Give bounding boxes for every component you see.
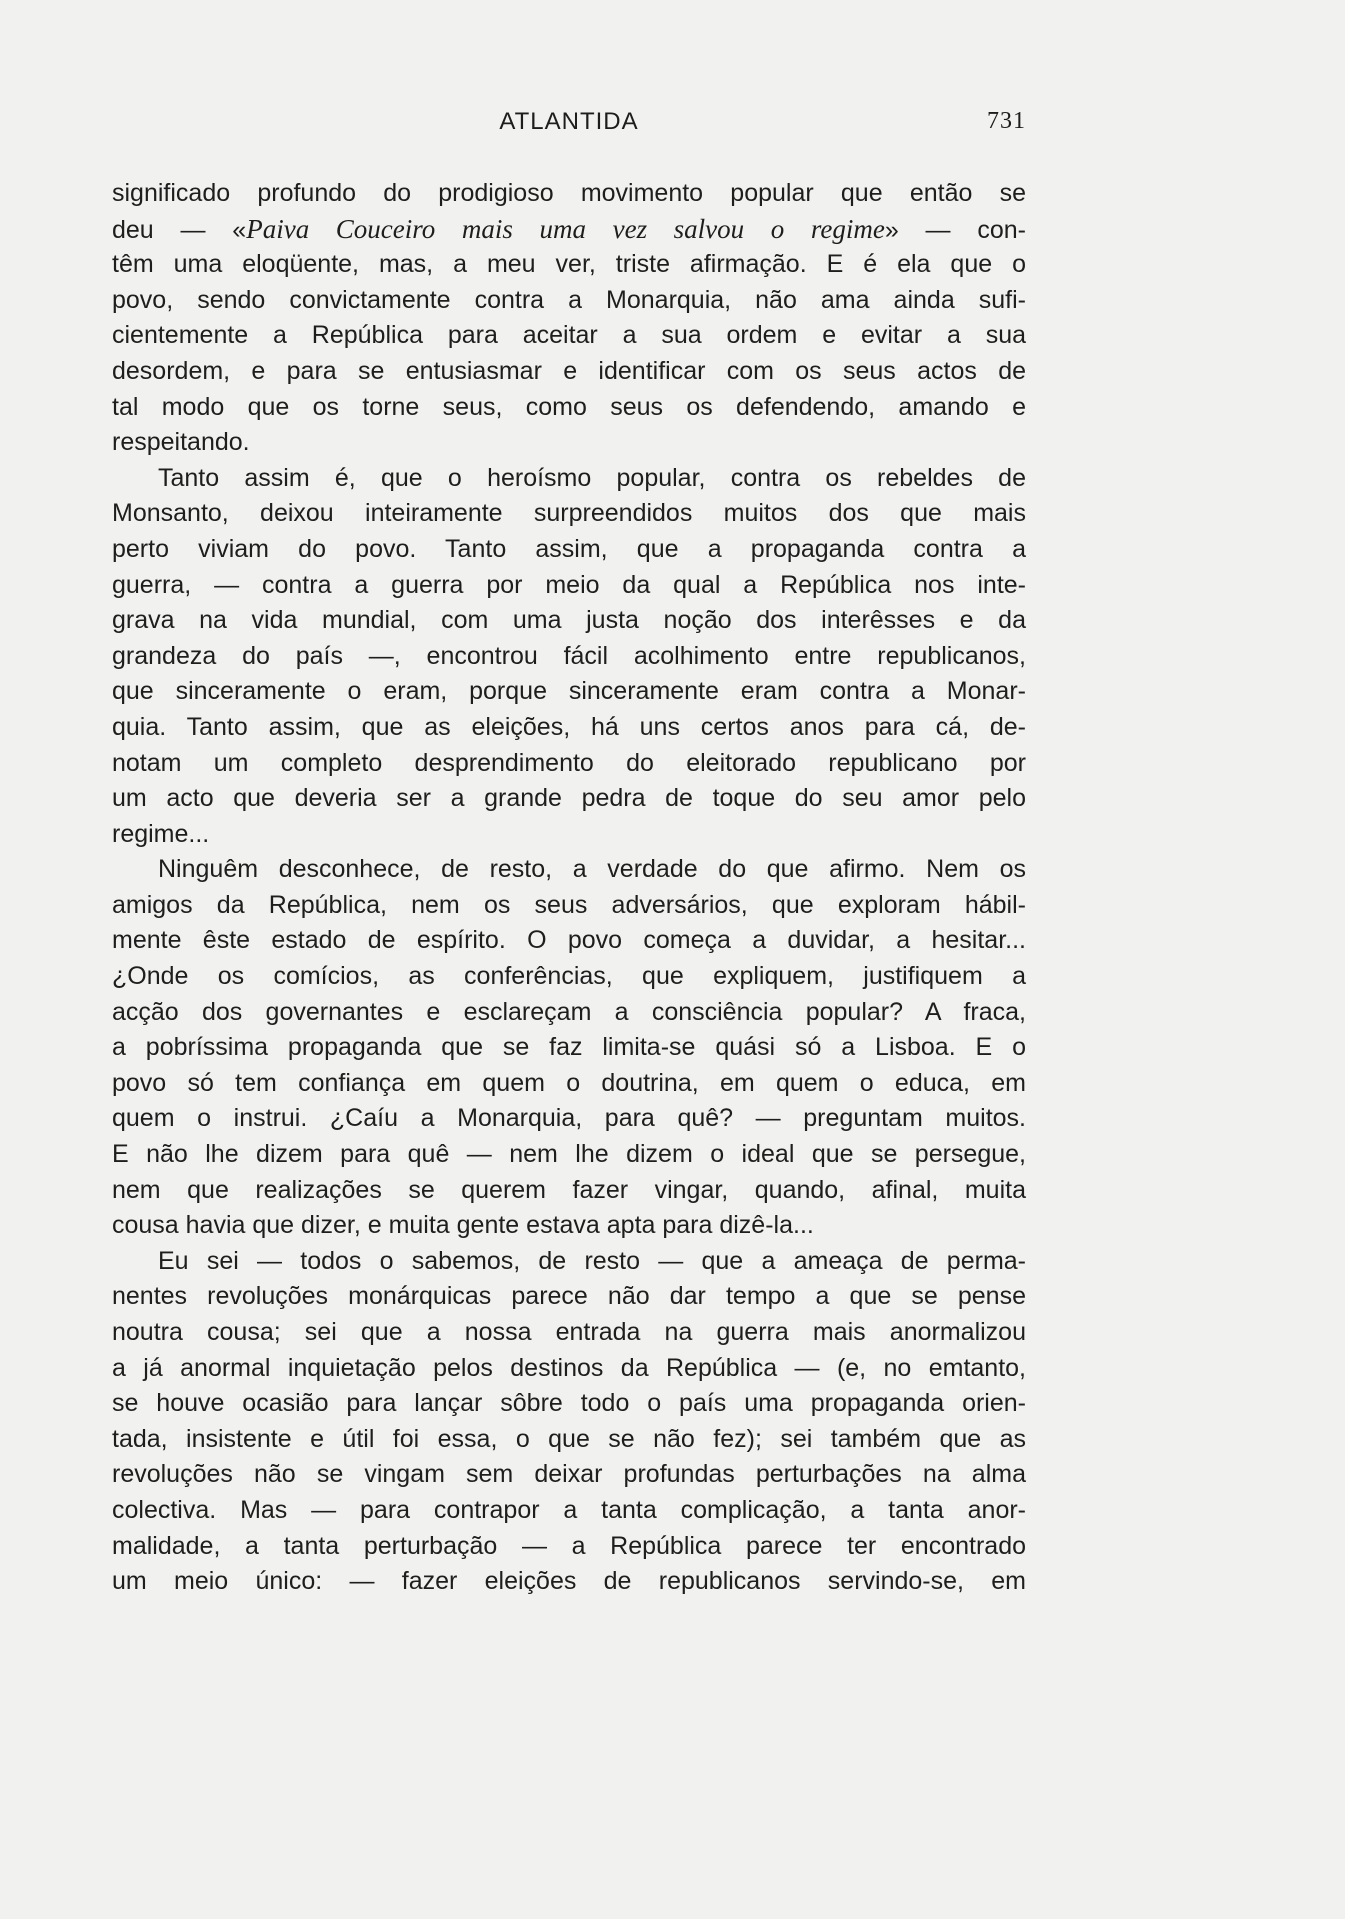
text-line: desordem, e para se entusiasmar e identificar com os seus actos de <box>112 356 1026 385</box>
running-title: ATLANTIDA <box>499 108 639 135</box>
text-line: E não lhe dizem para quê — nem lhe dizem o ideal que se persegue, <box>112 1140 1026 1169</box>
text-line: Ninguêm desconhece, de resto, a verdade do que afirmo. Nem os <box>158 855 1026 884</box>
text-line: tada, insistente e útil foi essa, o que se não fez); sei também que as <box>112 1424 1026 1453</box>
text-line <box>112 212 1026 248</box>
text-line: perto viviam do povo. Tanto assim, que a propaganda contra a <box>112 534 1026 563</box>
text-line: quia. Tanto assim, que as eleições, há uns certos anos para cá, de- <box>112 712 1026 741</box>
text-line: noutra cousa; sei que a nossa entrada na guerra mais anormalizou <box>112 1318 1026 1346</box>
text-line: ¿Onde os comícios, as conferências, que expliquem, justifiquem a <box>112 962 1026 991</box>
text-line: a já anormal inquietação pelos destinos da República — (e, no emtanto, <box>112 1353 1026 1382</box>
text-line: colectiva. Mas — para contrapor a tanta complicação, a tanta anor- <box>112 1495 1026 1524</box>
text-line: Monsanto, deixou inteiramente surpreendidos muitos dos que mais <box>112 499 1026 528</box>
text-line: grava na vida mundial, com uma justa noção dos interêsses e da <box>112 606 1026 635</box>
text-line: amigos da República, nem os seus adversários, que exploram hábil- <box>112 890 1026 919</box>
text-line: malidade, a tanta perturbação — a República parece ter encontrado <box>112 1531 1026 1560</box>
text-line: acção dos governantes e esclareçam a consciência popular? A fraca, <box>112 997 1026 1026</box>
text-line: que sinceramente o eram, porque sinceramente eram contra a Monar- <box>112 677 1026 706</box>
text-line: significado profundo do prodigioso movimento popular que então se <box>112 179 1026 207</box>
italic-quote: Paiva Couceiro mais uma vez salvou o regime <box>246 213 885 244</box>
text-line: têm uma eloqüente, mas, a meu ver, triste afirmação. E é ela que o <box>112 250 1026 279</box>
text-line: nem que realizações se querem fazer vingar, quando, afinal, muita <box>112 1175 1026 1204</box>
text-line: se houve ocasião para lançar sôbre todo o país uma propaganda orien- <box>112 1389 1026 1418</box>
text-line: guerra, — contra a guerra por meio da qual a República nos inte- <box>112 570 1026 599</box>
text-line: respeitando. <box>112 428 250 457</box>
text-segment: » — con- <box>884 215 1026 244</box>
text-line: regime... <box>112 819 210 848</box>
text-line: tal modo que os torne seus, como seus os defendendo, amando e <box>112 392 1026 421</box>
text-segment: deu — « <box>112 215 247 244</box>
text-line: cousa havia que dizer, e muita gente estava apta para dizê-la... <box>112 1211 814 1240</box>
text-line: grandeza do país —, encontrou fácil acolhimento entre republicanos, <box>112 641 1026 670</box>
page-number: 731 <box>987 108 1026 134</box>
text-line: um meio único: — fazer eleições de republicanos servindo-se, em <box>112 1567 1026 1596</box>
text-line: quem o instrui. ¿Caíu a Monarquia, para quê? — preguntam muitos. <box>112 1104 1026 1133</box>
text-line: notam um completo desprendimento do eleitorado republicano por <box>112 748 1026 777</box>
text-line: cientemente a República para aceitar a sua ordem e evitar a sua <box>112 321 1026 350</box>
text-line: revoluções não se vingam sem deixar profundas perturbações na alma <box>112 1460 1026 1489</box>
text-line: a pobríssima propaganda que se faz limita-se quási só a Lisboa. E o <box>112 1033 1026 1062</box>
text-line: Eu sei — todos o sabemos, de resto — que a ameaça de perma- <box>158 1246 1026 1275</box>
text-line: mente êste estado de espírito. O povo começa a duvidar, a hesitar... <box>112 926 1026 955</box>
text-line: Tanto assim é, que o heroísmo popular, contra os rebeldes de <box>158 463 1026 492</box>
running-header <box>112 108 1026 148</box>
text-line: um acto que deveria ser a grande pedra de toque do seu amor pelo <box>112 784 1026 813</box>
body-text <box>112 176 1026 1600</box>
text-line: povo, sendo convictamente contra a Monarquia, não ama ainda sufi- <box>112 285 1026 314</box>
text-line: nentes revoluções monárquicas parece não dar tempo a que se pense <box>112 1282 1026 1311</box>
text-line: povo só tem confiança em quem o doutrina, em quem o educa, em <box>112 1068 1026 1097</box>
